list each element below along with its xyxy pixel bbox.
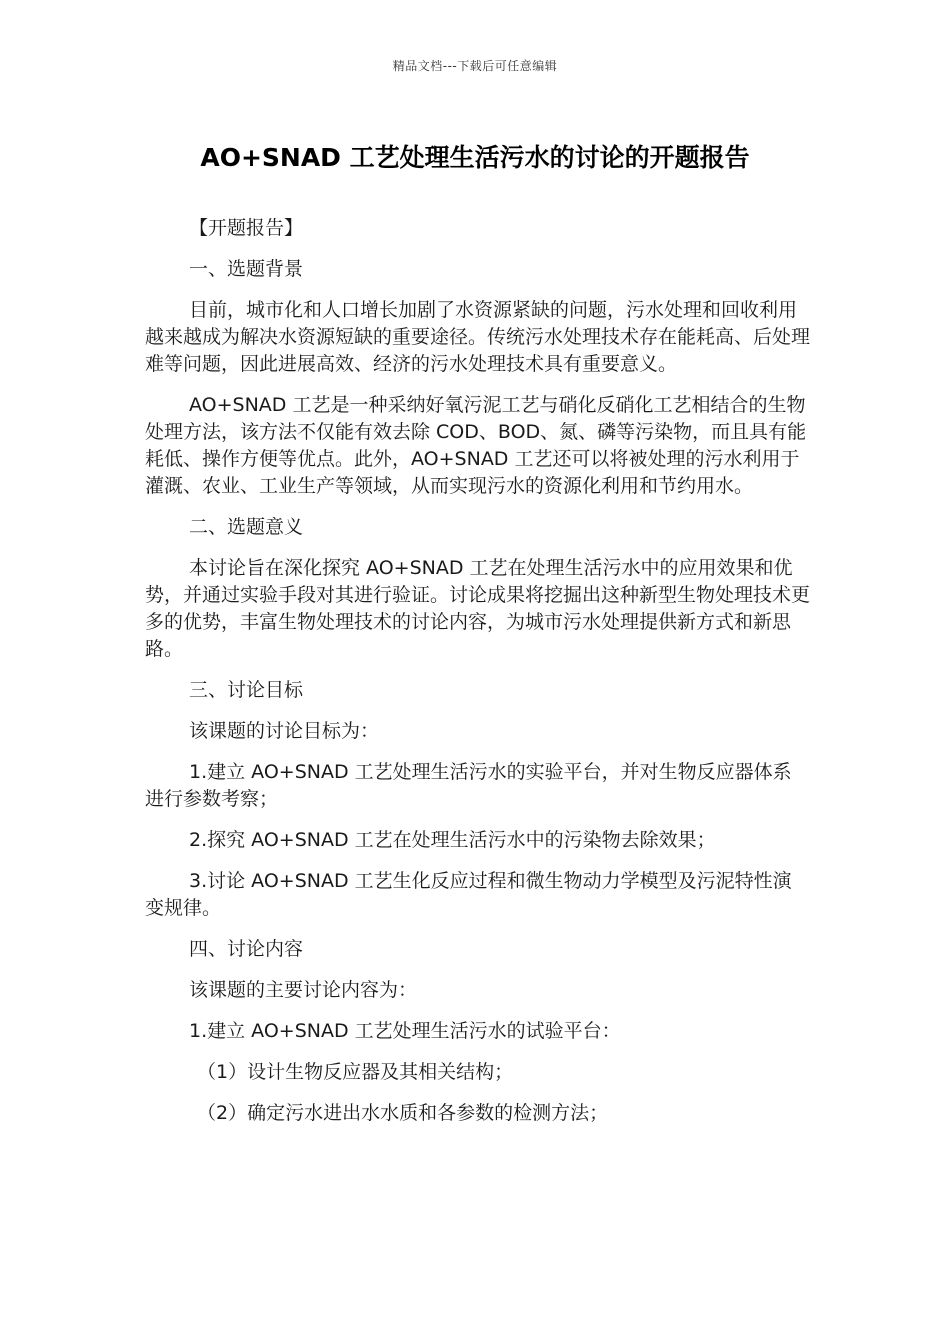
sub-item-2: （2）确定污水进出水水质和各参数的检测方法；: [197, 1102, 609, 1124]
paragraph-content-intro: 该课题的主要讨论内容为：: [189, 979, 418, 1001]
section-heading-content: 四、讨论内容: [189, 938, 304, 960]
section-heading-background: 一、选题背景: [189, 258, 304, 280]
section-label-report: 【开题报告】: [189, 217, 304, 239]
list-item-objective-1: 1.建立 AO+SNAD 工艺处理生活污水的实验平台，并对生物反应器体系进行参数考察；: [145, 761, 792, 810]
paragraph-background: 目前，城市化和人口增长加剧了水资源紧缺的问题，污水处理和回收利用越来越成为解决水资源短缺的重要途径。传统污水处理技术存在能耗高、后处理难等问题，因此进展高效、经济的污水处理技术具有重要意义。: [145, 299, 811, 375]
paragraph-significance: 本讨论旨在深化探究 AO+SNAD 工艺在处理生活污水中的应用效果和优势，并通过实验手段对其进行验证。讨论成果将挖掘出这种新型生物处理技术更多的优势，丰富生物处理技术的讨论内容，为城市污水处理提供新方式和新思路。: [145, 557, 811, 660]
section-heading-objectives: 三、讨论目标: [189, 679, 304, 701]
document-body: [145, 215, 810, 1141]
header-note: 精品文档---下载后可任意编辑: [392, 59, 558, 73]
list-item-objective-2: 2.探究 AO+SNAD 工艺在处理生活污水中的污染物去除效果；: [189, 829, 716, 851]
paragraph-objectives-intro: 该课题的讨论目标为：: [189, 720, 380, 742]
document-title: AO+SNAD 工艺处理生活污水的讨论的开题报告: [200, 143, 750, 172]
paragraph-ao-snad: AO+SNAD 工艺是一种采纳好氧污泥工艺与硝化反硝化工艺相结合的生物处理方法，该方法不仅能有效去除 COD、BOD、氮、磷等污染物，而且具有能耗低、操作方便等优点。此外，AO+SNAD 工艺还可以将被处理的污水利用于灌溉、农业、工业生产等领域，从而实现污水的资源化利用和节约用水。: [145, 394, 807, 497]
list-item-content-1: 1.建立 AO+SNAD 工艺处理生活污水的试验平台：: [189, 1020, 621, 1042]
sub-item-1: （1）设计生物反应器及其相关结构；: [197, 1061, 514, 1083]
list-item-objective-3: 3.讨论 AO+SNAD 工艺生化反应过程和微生物动力学模型及污泥特性演变规律。: [145, 870, 792, 919]
section-heading-significance: 二、选题意义: [189, 516, 304, 538]
